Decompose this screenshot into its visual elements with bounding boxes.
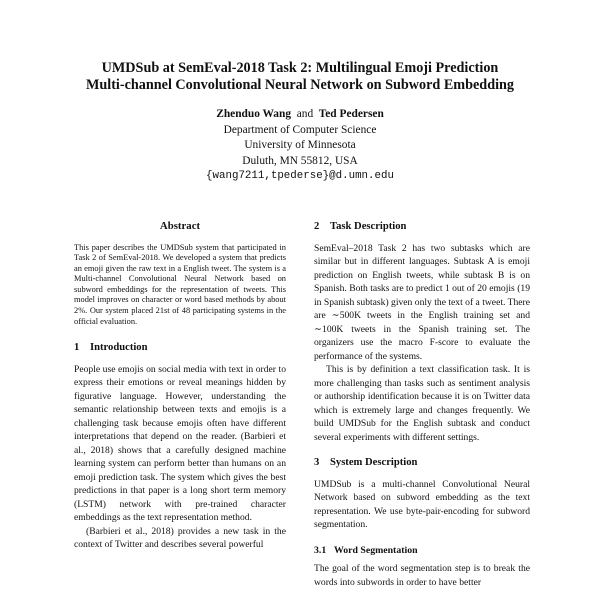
right-column <box>314 220 530 589</box>
subsection-heading-word-segmentation <box>314 544 530 558</box>
subsection-number: 3.1 <box>314 544 327 556</box>
section-title: Task Description <box>330 221 407 232</box>
section-number: 3 <box>314 457 320 468</box>
affiliation-dept: Department of Computer Science <box>223 123 377 136</box>
author-email: {wang7211,tpederse}@d.umn.edu <box>206 170 394 183</box>
author-block <box>40 107 560 185</box>
author-names <box>40 107 560 123</box>
section-title: System Description <box>330 457 418 468</box>
section-title: Introduction <box>90 342 148 354</box>
paper-title <box>40 60 560 94</box>
affiliation-university: University of Minnesota <box>244 139 356 152</box>
word-segmentation-paragraph-1: The goal of the word segmentation step is to break the words into subwords in order to have better <box>314 563 530 588</box>
left-column <box>74 220 286 552</box>
section-heading-task-description <box>314 220 530 234</box>
title-line-2: Multi-channel Convolutional Neural Network on Subword Embedding <box>85 77 515 93</box>
introduction-paragraph-1: People use emojis on social media with text in order to express their emotions or reveal meanings hidden by figurative language. However, understanding the semantic relationship between texts and emojis is a challenging task because emojis often have different interpretations that depend on the reader. (Barbieri et al., 2018) shows that a carefully designed machine learning system can perform better than humans on an emoji prediction task. The system which gives the best predictions in that paper is a long short term memory (LSTM) network with pre-trained character embeddings as the text representation method. <box>74 363 286 524</box>
section-heading-introduction <box>74 341 286 355</box>
section-number: 1 <box>74 342 80 354</box>
title-line-1: UMDSub at SemEval-2018 Task 2: Multilingual Emoji Prediction <box>101 60 499 76</box>
section-heading-system-description <box>314 456 530 470</box>
affiliation-city: Duluth, MN 55812, USA <box>242 154 358 167</box>
task-paragraph-1: SemEval–2018 Task 2 has two subtasks which are similar but in different languages. Subtask A is emoji prediction on English tweets, while subtask B is on Spanish. Both tasks are to predict 1 out of 20 emojis (19 in Spanish subtask) given only the text of a tweet. There are ∼500K tweets in the English training set and ∼100K tweets in the Spanish training set. The organizers use the macro F-score to evaluate the performance of the systems. <box>314 242 530 362</box>
abstract-text: This paper describes the UMDSub system that participated in Task 2 of SemEval-2018. We developed a system that predicts an emoji given the raw text in a English tweet. The system is a Multi-channel Convolutional Neural Network based on subword embeddings for the representation of tweets. This model improves on character or word based methods by about 2%. Our system placed 21st of 48 participating systems in the official evaluation. <box>74 242 286 326</box>
section-number: 2 <box>314 221 320 232</box>
author-2: Ted Pedersen <box>318 108 384 120</box>
subsection-title: Word Segmentation <box>334 544 418 556</box>
task-paragraph-2: This is by definition a text classification task. It is more challenging than tasks such as sentiment analysis or authorship identification because it is on Twitter data which is extremely large and changes frequently. We build UMDSub for the English subtask and conduct several experiments with different settings. <box>314 364 530 443</box>
author-and: and <box>296 108 314 120</box>
abstract-heading: Abstract <box>159 220 201 232</box>
author-1: Zhenduo Wang <box>216 108 292 120</box>
introduction-paragraph-2: (Barbieri et al., 2018) provides a new task in the context of Twitter and describes several powerful <box>74 525 286 551</box>
system-paragraph-1: UMDSub is a multi-channel Convolutional Neural Network based on subword embedding as the text representation. We use byte-pair-encoding for subword segmentation. <box>314 478 530 530</box>
